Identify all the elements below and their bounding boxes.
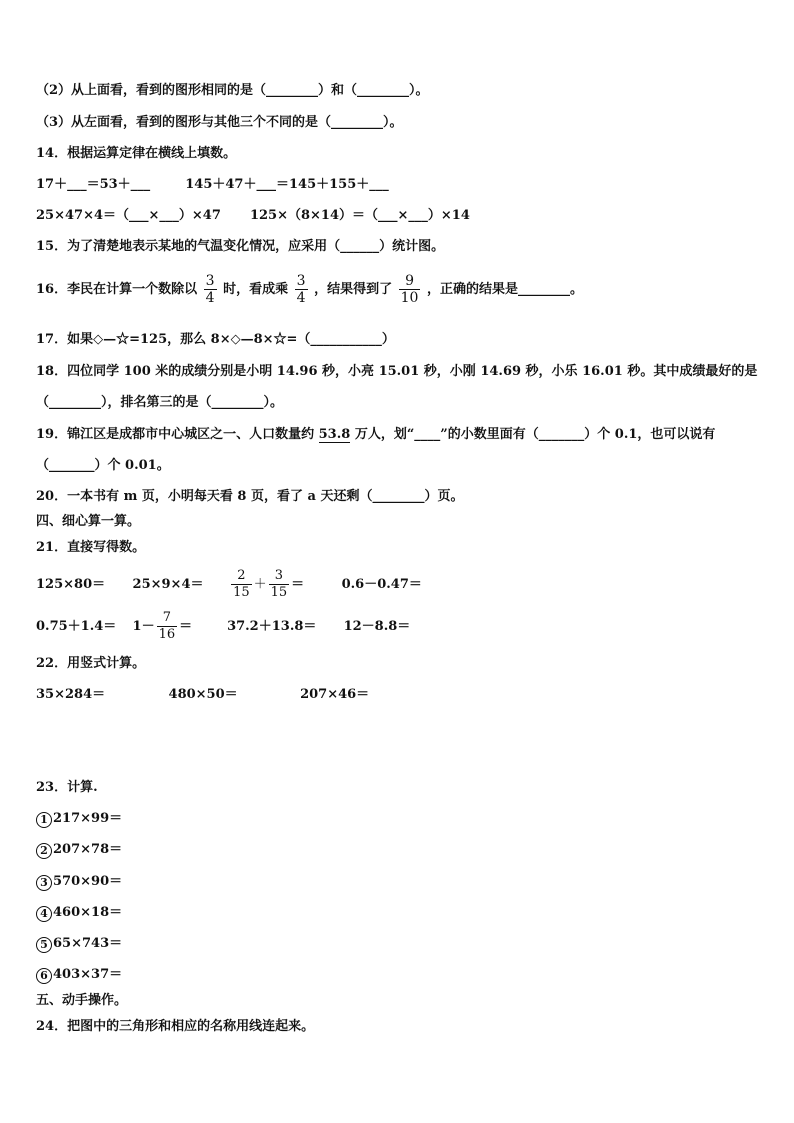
- q16: [36, 270, 583, 310]
- denominator: 15: [270, 585, 288, 600]
- denominator: 4: [205, 290, 215, 306]
- q23-item: [36, 966, 122, 984]
- numerator: 3: [296, 273, 306, 289]
- q23-expression: 460×18＝: [53, 905, 123, 920]
- q21-item-3: [229, 566, 337, 604]
- q19-line1: [36, 426, 715, 444]
- q21-item-4: 0.6－0.47＝: [341, 577, 422, 592]
- q18-line1: 18．四位同学 100 米的成绩分别是小明 14.96 秒，小亮 15.01 秒，小刚 14.69 秒，小乐 16.01 秒。其中成绩最好的是: [36, 364, 758, 379]
- q23-expression: 403×37＝: [53, 967, 123, 982]
- q23-item: [36, 873, 122, 891]
- q23-title: 23．计算.: [36, 780, 98, 795]
- numerator: 9: [405, 273, 414, 289]
- q16-text-d: ，正确的结果是________。: [426, 282, 583, 297]
- q14-row1: [36, 176, 389, 194]
- denominator: 15: [233, 585, 250, 600]
- q22-title: 22．用竖式计算。: [36, 656, 146, 671]
- numerator: 2: [237, 568, 246, 583]
- q22-item-3: 207×46＝: [300, 687, 370, 702]
- denominator: 16: [158, 627, 176, 642]
- q14-expr-1: 17＋___＝53＋___: [36, 177, 151, 192]
- circled-number: 3: [36, 875, 52, 891]
- equals-sign: ＝: [179, 619, 193, 634]
- denominator: 10: [400, 290, 419, 306]
- q18-line2: （________），排名第三的是（________）。: [36, 395, 284, 410]
- q14-row2: [36, 207, 470, 225]
- q19-underlined-number: 53.8: [318, 427, 351, 442]
- q20: 20．一本书有 m 页，小明每天看 8 页，看了 a 天还剩（________）页。: [36, 489, 464, 504]
- q21-item-2: 25×9×4＝: [132, 577, 204, 592]
- q16-fraction-1: [204, 273, 217, 306]
- circled-number: 4: [36, 906, 52, 922]
- section-4-heading: 四、细心算一算。: [36, 514, 141, 529]
- q21-row1: [36, 566, 422, 604]
- q23-item: [36, 935, 122, 953]
- q19-text-a: 19．锦江区是成都市中心城区之一、人口数量约: [36, 427, 319, 442]
- q23-expression: 207×78＝: [53, 842, 123, 857]
- q16-fraction-3: [399, 273, 421, 306]
- denominator: 4: [296, 290, 306, 306]
- circled-number: 6: [36, 968, 52, 984]
- q23-item: [36, 841, 122, 859]
- fraction: [157, 610, 178, 643]
- q14-expr-2: 145＋47＋___＝145＋155＋___: [185, 177, 389, 192]
- q21-item-7: 37.2＋13.8＝: [227, 619, 317, 634]
- q14-title: 14．根据运算定律在横线上填数。: [36, 146, 237, 161]
- q21-title: 21．直接写得数。: [36, 540, 146, 555]
- q24: 24．把图中的三角形和相应的名称用线连起来。: [36, 1019, 315, 1034]
- q16-text-c: ，结果得到了: [314, 282, 393, 297]
- q21-item-1: 125×80＝: [36, 577, 106, 592]
- q13-part3: （3）从左面看，看到的图形与其他三个不同的是（________）。: [36, 115, 403, 130]
- numerator: 3: [205, 273, 215, 289]
- q16-fraction-2: [295, 273, 308, 306]
- expression-prefix: 1－: [132, 619, 155, 634]
- q23-expression: 217×99＝: [53, 811, 123, 826]
- q22-row: [36, 686, 369, 704]
- q14-expr-4: 125×（8×14）＝（___×___）×14: [249, 208, 470, 223]
- q23-expression: 65×743＝: [53, 936, 123, 951]
- section-5-heading: 五、动手操作。: [36, 993, 128, 1008]
- fraction: [269, 568, 290, 601]
- q17: 17．如果◇—☆=125，那么 8×◇—8×☆=（___________）: [36, 332, 395, 347]
- q22-item-1: 35×284＝: [36, 687, 106, 702]
- q13-part2: （2）从上面看，看到的图形相同的是（________）和（________）。: [36, 83, 429, 98]
- q23-item: [36, 904, 122, 922]
- numerator: 3: [274, 568, 284, 583]
- q21-item-6: [133, 608, 223, 646]
- q15: 15．为了清楚地表示某地的气温变化情况，应采用（______）统计图。: [36, 239, 445, 254]
- q22-item-2: 480×50＝: [168, 687, 238, 702]
- circled-number: 1: [36, 812, 52, 828]
- fraction: [231, 568, 252, 601]
- numerator: 7: [162, 610, 171, 625]
- q21-row2: [36, 608, 410, 646]
- q16-text-b: 时，看成乘: [223, 282, 289, 297]
- circled-number: 5: [36, 937, 52, 953]
- q19-text-c: 万人，划“____”的小数里面有（_______）个 0.1，也可以说有: [350, 427, 716, 442]
- q21-item-5: 0.75＋1.4＝: [36, 619, 117, 634]
- plus-sign: ＋: [253, 577, 267, 592]
- q16-text-a: 16．李民在计算一个数除以: [36, 282, 198, 297]
- q14-expr-3: 25×47×4＝（___×___）×47: [36, 208, 221, 223]
- q19-line2: （_______）个 0.01。: [36, 458, 170, 473]
- circled-number: 2: [36, 843, 52, 859]
- equals-sign: ＝: [291, 577, 305, 592]
- q23-expression: 570×90＝: [53, 874, 123, 889]
- q21-item-8: 12－8.8＝: [343, 619, 411, 634]
- q23-item: [36, 810, 122, 828]
